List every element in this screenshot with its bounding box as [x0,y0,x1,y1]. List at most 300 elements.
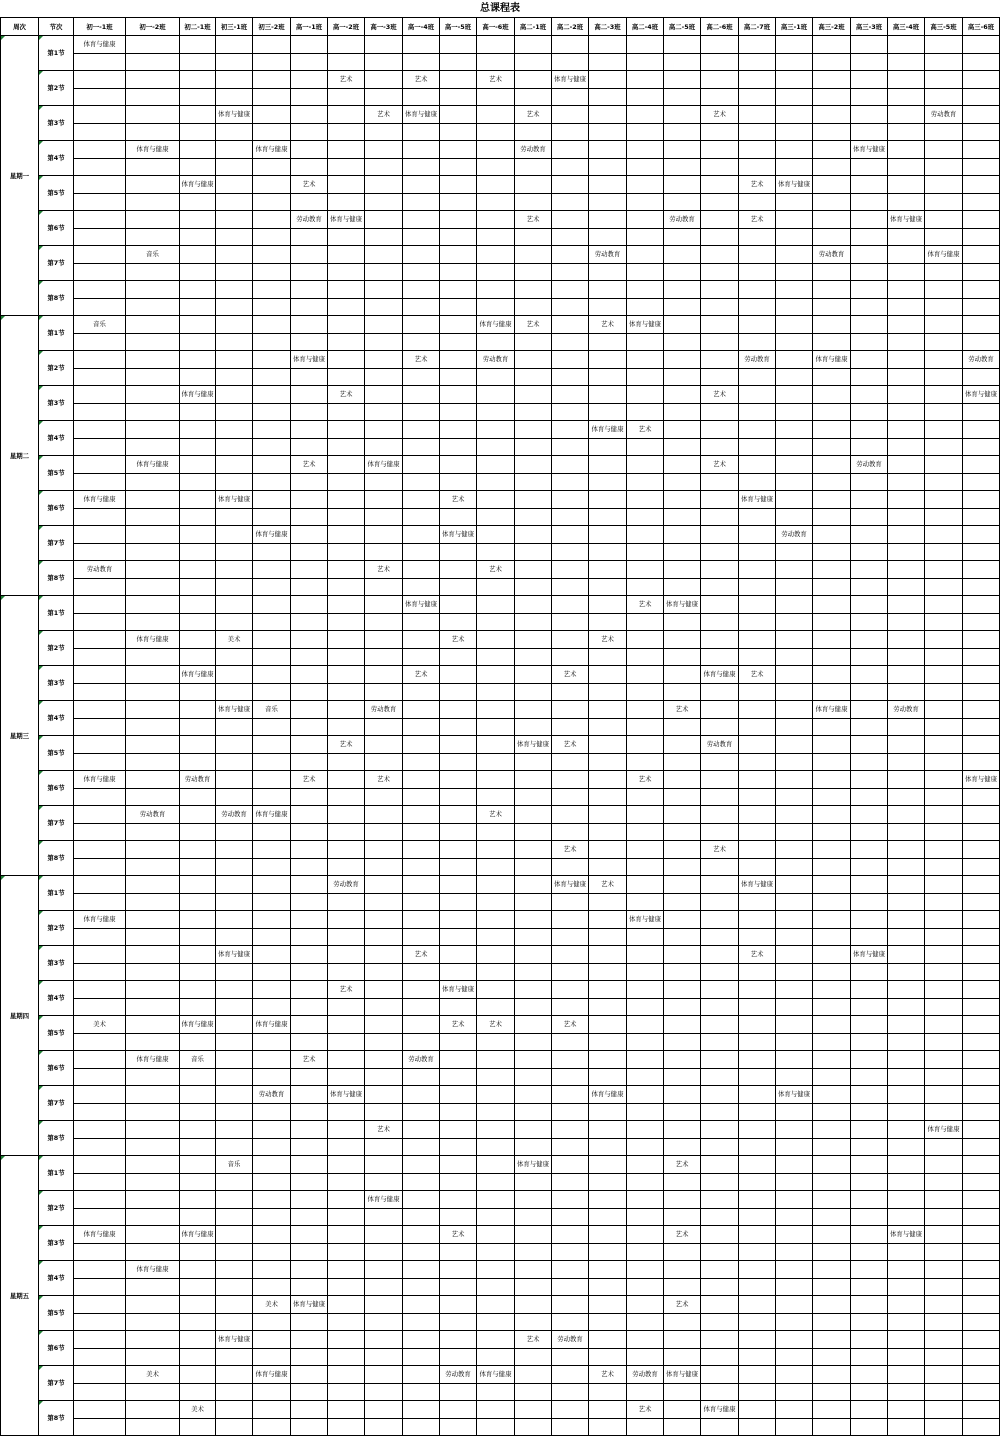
schedule-cell[interactable] [627,683,664,701]
schedule-cell[interactable] [664,508,701,526]
schedule-cell[interactable] [403,963,440,981]
schedule-cell[interactable] [403,298,440,316]
header-class[interactable]: 高二-4班 [627,18,664,36]
schedule-cell[interactable] [739,543,776,561]
schedule-cell[interactable] [180,438,216,456]
schedule-cell[interactable] [739,771,776,789]
schedule-cell[interactable] [963,123,1000,141]
schedule-cell[interactable] [813,823,851,841]
schedule-cell[interactable] [440,1173,477,1191]
schedule-cell[interactable] [477,858,515,876]
schedule-cell[interactable] [589,1086,627,1104]
schedule-cell[interactable] [180,193,216,211]
schedule-cell[interactable] [888,1331,925,1349]
schedule-cell[interactable] [813,438,851,456]
schedule-cell[interactable] [851,1086,888,1104]
schedule-cell[interactable] [851,613,888,631]
schedule-cell[interactable] [813,1401,851,1419]
schedule-cell[interactable] [515,718,552,736]
schedule-cell[interactable] [776,1016,813,1034]
schedule-cell[interactable] [664,193,701,211]
schedule-cell[interactable] [851,473,888,491]
schedule-cell[interactable] [739,298,776,316]
schedule-cell[interactable] [74,1331,126,1349]
schedule-cell[interactable] [365,106,403,124]
schedule-cell[interactable] [701,438,739,456]
schedule-cell[interactable] [180,351,216,369]
schedule-cell[interactable] [515,36,552,54]
schedule-cell[interactable] [291,876,328,894]
schedule-cell[interactable] [739,718,776,736]
schedule-cell[interactable] [701,368,739,386]
schedule-cell[interactable] [477,1296,515,1314]
schedule-cell[interactable] [440,1348,477,1366]
schedule-cell[interactable] [477,526,515,544]
schedule-cell[interactable] [925,561,963,579]
schedule-cell[interactable] [74,1086,126,1104]
schedule-cell[interactable] [216,438,253,456]
schedule-cell[interactable] [365,911,403,929]
schedule-cell[interactable] [403,1261,440,1279]
schedule-cell[interactable] [813,158,851,176]
schedule-cell[interactable] [701,36,739,54]
schedule-cell[interactable] [253,438,291,456]
schedule-cell[interactable] [477,316,515,334]
schedule-cell[interactable] [515,281,552,299]
schedule-cell[interactable] [291,1418,328,1436]
schedule-cell[interactable] [328,211,365,229]
schedule-cell[interactable] [963,211,1000,229]
schedule-cell[interactable] [365,876,403,894]
schedule-cell[interactable] [963,613,1000,631]
schedule-cell[interactable] [180,753,216,771]
schedule-cell[interactable] [216,403,253,421]
schedule-cell[interactable] [253,1016,291,1034]
schedule-cell[interactable] [739,928,776,946]
schedule-cell[interactable] [776,333,813,351]
schedule-cell[interactable] [74,841,126,859]
schedule-cell[interactable] [328,1051,365,1069]
schedule-cell[interactable] [888,1016,925,1034]
schedule-cell[interactable] [515,508,552,526]
schedule-cell[interactable] [403,543,440,561]
schedule-cell[interactable] [963,841,1000,859]
schedule-cell[interactable] [477,1348,515,1366]
schedule-cell[interactable] [477,753,515,771]
schedule-cell[interactable] [477,456,515,474]
schedule-cell[interactable] [739,1068,776,1086]
schedule-cell[interactable] [963,1278,1000,1296]
schedule-cell[interactable] [477,1366,515,1384]
schedule-cell[interactable] [552,298,589,316]
period-cell[interactable] [39,666,74,701]
schedule-cell[interactable] [925,228,963,246]
schedule-cell[interactable] [701,473,739,491]
schedule-cell[interactable] [328,508,365,526]
schedule-cell[interactable] [74,1208,126,1226]
schedule-cell[interactable] [664,701,701,719]
schedule-cell[interactable] [403,771,440,789]
schedule-cell[interactable] [776,1418,813,1436]
period-cell[interactable] [39,246,74,281]
schedule-cell[interactable] [776,771,813,789]
schedule-cell[interactable] [776,1261,813,1279]
schedule-cell[interactable] [925,631,963,649]
schedule-cell[interactable] [328,1068,365,1086]
schedule-cell[interactable] [589,946,627,964]
schedule-cell[interactable] [925,456,963,474]
schedule-cell[interactable] [291,666,328,684]
schedule-cell[interactable] [664,491,701,509]
schedule-cell[interactable] [328,491,365,509]
schedule-cell[interactable] [851,561,888,579]
schedule-cell[interactable] [291,246,328,264]
schedule-cell[interactable] [888,928,925,946]
schedule-cell[interactable] [589,1366,627,1384]
schedule-cell[interactable] [291,316,328,334]
schedule-cell[interactable] [701,701,739,719]
schedule-cell[interactable] [888,543,925,561]
header-class[interactable]: 高三-4班 [888,18,925,36]
schedule-cell[interactable] [440,631,477,649]
schedule-cell[interactable] [888,998,925,1016]
schedule-cell[interactable] [813,123,851,141]
schedule-cell[interactable] [627,543,664,561]
schedule-cell[interactable] [440,438,477,456]
schedule-cell[interactable] [925,53,963,71]
schedule-cell[interactable] [888,1366,925,1384]
schedule-cell[interactable] [74,1051,126,1069]
schedule-cell[interactable] [925,141,963,159]
schedule-cell[interactable] [477,1051,515,1069]
schedule-cell[interactable] [328,1226,365,1244]
schedule-cell[interactable] [664,1261,701,1279]
schedule-cell[interactable] [440,981,477,999]
schedule-cell[interactable] [627,1261,664,1279]
schedule-cell[interactable] [291,823,328,841]
schedule-cell[interactable] [776,1243,813,1261]
schedule-cell[interactable] [126,141,180,159]
schedule-cell[interactable] [328,456,365,474]
schedule-cell[interactable] [216,1068,253,1086]
schedule-cell[interactable] [589,1418,627,1436]
schedule-cell[interactable] [180,981,216,999]
schedule-cell[interactable] [216,963,253,981]
schedule-cell[interactable] [403,876,440,894]
schedule-cell[interactable] [963,158,1000,176]
schedule-cell[interactable] [701,1156,739,1174]
schedule-cell[interactable] [888,876,925,894]
schedule-cell[interactable] [328,823,365,841]
schedule-cell[interactable] [253,1051,291,1069]
schedule-cell[interactable] [813,228,851,246]
schedule-cell[interactable] [589,1033,627,1051]
schedule-cell[interactable] [515,473,552,491]
schedule-cell[interactable] [739,1278,776,1296]
schedule-cell[interactable] [851,491,888,509]
schedule-cell[interactable] [440,1243,477,1261]
schedule-cell[interactable] [664,1418,701,1436]
schedule-cell[interactable] [664,106,701,124]
schedule-cell[interactable] [963,771,1000,789]
schedule-cell[interactable] [701,263,739,281]
schedule-cell[interactable] [126,88,180,106]
schedule-cell[interactable] [180,648,216,666]
schedule-cell[interactable] [477,123,515,141]
schedule-cell[interactable] [813,351,851,369]
schedule-cell[interactable] [552,1366,589,1384]
schedule-cell[interactable] [515,88,552,106]
schedule-cell[interactable] [291,1313,328,1331]
schedule-cell[interactable] [739,1103,776,1121]
schedule-cell[interactable] [253,228,291,246]
schedule-cell[interactable] [813,578,851,596]
schedule-cell[interactable] [291,543,328,561]
schedule-cell[interactable] [253,1261,291,1279]
schedule-cell[interactable] [589,963,627,981]
schedule-cell[interactable] [440,158,477,176]
schedule-cell[interactable] [365,421,403,439]
schedule-cell[interactable] [851,1208,888,1226]
period-cell[interactable] [39,1226,74,1261]
schedule-cell[interactable] [180,176,216,194]
schedule-cell[interactable] [216,1033,253,1051]
schedule-cell[interactable] [403,788,440,806]
schedule-cell[interactable] [851,71,888,89]
schedule-cell[interactable] [776,526,813,544]
schedule-cell[interactable] [477,246,515,264]
schedule-cell[interactable] [365,1016,403,1034]
schedule-cell[interactable] [701,1103,739,1121]
schedule-cell[interactable] [515,1418,552,1436]
header-class[interactable]: 高二-7班 [739,18,776,36]
schedule-cell[interactable] [216,1331,253,1349]
schedule-cell[interactable] [403,193,440,211]
schedule-cell[interactable] [627,1331,664,1349]
schedule-cell[interactable] [74,701,126,719]
schedule-cell[interactable] [776,246,813,264]
schedule-cell[interactable] [739,876,776,894]
schedule-cell[interactable] [925,123,963,141]
schedule-cell[interactable] [813,421,851,439]
schedule-cell[interactable] [216,1016,253,1034]
schedule-cell[interactable] [739,911,776,929]
schedule-cell[interactable] [253,508,291,526]
schedule-cell[interactable] [739,1383,776,1401]
schedule-cell[interactable] [403,176,440,194]
schedule-cell[interactable] [477,543,515,561]
schedule-cell[interactable] [515,1313,552,1331]
schedule-cell[interactable] [888,491,925,509]
schedule-cell[interactable] [440,666,477,684]
schedule-cell[interactable] [253,386,291,404]
schedule-cell[interactable] [328,963,365,981]
schedule-cell[interactable] [664,456,701,474]
schedule-cell[interactable] [477,1016,515,1034]
schedule-cell[interactable] [552,788,589,806]
schedule-cell[interactable] [925,788,963,806]
schedule-cell[interactable] [627,1103,664,1121]
schedule-cell[interactable] [627,473,664,491]
schedule-cell[interactable] [925,1401,963,1419]
schedule-cell[interactable] [126,473,180,491]
schedule-cell[interactable] [365,53,403,71]
schedule-cell[interactable] [776,316,813,334]
schedule-cell[interactable] [515,543,552,561]
schedule-cell[interactable] [291,963,328,981]
schedule-cell[interactable] [963,596,1000,614]
schedule-cell[interactable] [888,806,925,824]
schedule-cell[interactable] [589,911,627,929]
schedule-cell[interactable] [925,998,963,1016]
schedule-cell[interactable] [328,841,365,859]
schedule-cell[interactable] [440,403,477,421]
schedule-cell[interactable] [515,841,552,859]
schedule-cell[interactable] [515,701,552,719]
schedule-cell[interactable] [664,351,701,369]
schedule-cell[interactable] [403,368,440,386]
schedule-cell[interactable] [552,1296,589,1314]
schedule-cell[interactable] [291,491,328,509]
schedule-cell[interactable] [328,788,365,806]
schedule-cell[interactable] [126,228,180,246]
schedule-cell[interactable] [739,1418,776,1436]
schedule-cell[interactable] [365,1191,403,1209]
schedule-cell[interactable] [925,298,963,316]
schedule-cell[interactable] [403,858,440,876]
period-cell[interactable] [39,1331,74,1366]
schedule-cell[interactable] [477,193,515,211]
schedule-cell[interactable] [74,1191,126,1209]
schedule-cell[interactable] [888,1086,925,1104]
schedule-cell[interactable] [776,946,813,964]
schedule-cell[interactable] [365,246,403,264]
schedule-cell[interactable] [440,1138,477,1156]
schedule-cell[interactable] [963,1138,1000,1156]
schedule-cell[interactable] [851,526,888,544]
schedule-cell[interactable] [74,473,126,491]
schedule-cell[interactable] [74,858,126,876]
schedule-cell[interactable] [776,806,813,824]
schedule-cell[interactable] [403,1313,440,1331]
schedule-cell[interactable] [888,683,925,701]
schedule-cell[interactable] [216,228,253,246]
schedule-cell[interactable] [216,596,253,614]
schedule-cell[interactable] [888,1208,925,1226]
schedule-cell[interactable] [664,753,701,771]
schedule-cell[interactable] [440,718,477,736]
schedule-cell[interactable] [216,911,253,929]
schedule-cell[interactable] [515,946,552,964]
schedule-cell[interactable] [328,1121,365,1139]
schedule-cell[interactable] [963,788,1000,806]
schedule-cell[interactable] [739,1366,776,1384]
schedule-cell[interactable] [552,1103,589,1121]
schedule-cell[interactable] [552,351,589,369]
schedule-cell[interactable] [74,1261,126,1279]
schedule-cell[interactable] [627,386,664,404]
schedule-cell[interactable] [180,963,216,981]
schedule-cell[interactable] [552,1331,589,1349]
schedule-cell[interactable] [253,561,291,579]
schedule-cell[interactable] [627,613,664,631]
schedule-cell[interactable] [515,666,552,684]
schedule-cell[interactable] [776,36,813,54]
schedule-cell[interactable] [963,753,1000,771]
schedule-cell[interactable] [963,1016,1000,1034]
schedule-cell[interactable] [888,526,925,544]
schedule-cell[interactable] [739,263,776,281]
schedule-cell[interactable] [328,1331,365,1349]
schedule-cell[interactable] [888,1313,925,1331]
schedule-cell[interactable] [813,911,851,929]
schedule-cell[interactable] [776,1051,813,1069]
schedule-cell[interactable] [365,1331,403,1349]
schedule-cell[interactable] [664,123,701,141]
schedule-cell[interactable] [813,1418,851,1436]
schedule-cell[interactable] [664,893,701,911]
schedule-cell[interactable] [515,141,552,159]
schedule-cell[interactable] [126,1068,180,1086]
schedule-cell[interactable] [552,456,589,474]
schedule-cell[interactable] [477,158,515,176]
schedule-cell[interactable] [440,386,477,404]
schedule-cell[interactable] [963,1348,1000,1366]
schedule-cell[interactable] [403,281,440,299]
schedule-cell[interactable] [126,1366,180,1384]
schedule-cell[interactable] [851,1051,888,1069]
schedule-cell[interactable] [126,193,180,211]
schedule-cell[interactable] [403,246,440,264]
schedule-cell[interactable] [701,53,739,71]
schedule-cell[interactable] [963,858,1000,876]
schedule-cell[interactable] [365,1313,403,1331]
schedule-cell[interactable] [328,36,365,54]
schedule-cell[interactable] [74,263,126,281]
schedule-cell[interactable] [403,753,440,771]
schedule-cell[interactable] [403,36,440,54]
schedule-cell[interactable] [365,613,403,631]
schedule-cell[interactable] [74,403,126,421]
schedule-cell[interactable] [888,158,925,176]
schedule-cell[interactable] [216,473,253,491]
schedule-cell[interactable] [739,561,776,579]
schedule-cell[interactable] [403,211,440,229]
schedule-cell[interactable] [552,1086,589,1104]
schedule-cell[interactable] [440,298,477,316]
schedule-cell[interactable] [589,1208,627,1226]
schedule-cell[interactable] [851,631,888,649]
schedule-cell[interactable] [963,53,1000,71]
schedule-cell[interactable] [74,526,126,544]
schedule-cell[interactable] [739,386,776,404]
period-cell[interactable] [39,771,74,806]
schedule-cell[interactable] [291,263,328,281]
schedule-cell[interactable] [701,1121,739,1139]
schedule-cell[interactable] [664,1243,701,1261]
schedule-cell[interactable] [74,1243,126,1261]
schedule-cell[interactable] [74,281,126,299]
schedule-cell[interactable] [403,806,440,824]
schedule-cell[interactable] [627,491,664,509]
schedule-cell[interactable] [925,648,963,666]
schedule-cell[interactable] [776,1296,813,1314]
schedule-cell[interactable] [403,1366,440,1384]
schedule-cell[interactable] [440,963,477,981]
schedule-cell[interactable] [126,963,180,981]
schedule-cell[interactable] [813,88,851,106]
schedule-cell[interactable] [477,1138,515,1156]
